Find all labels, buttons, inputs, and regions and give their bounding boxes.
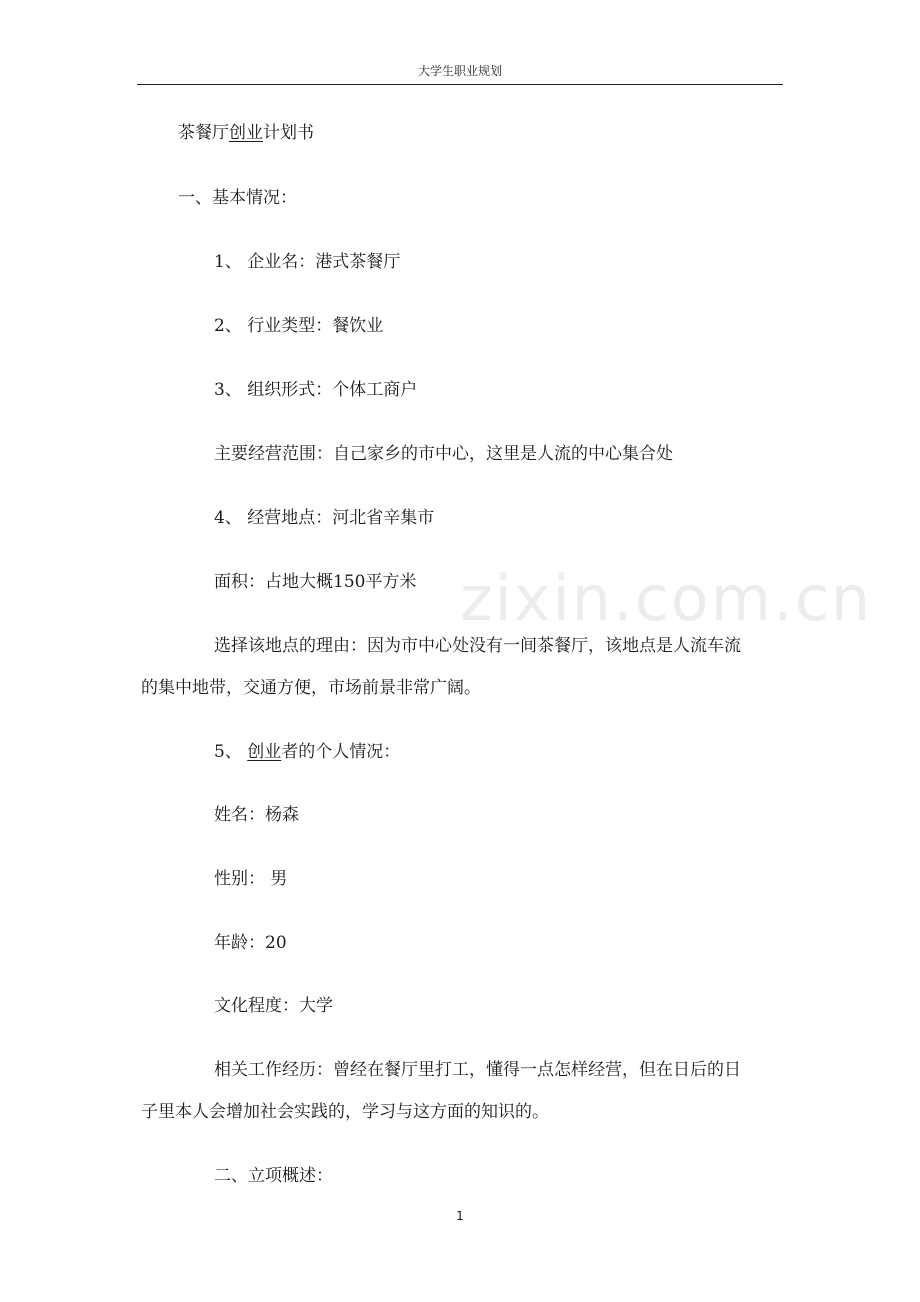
- watermark: zixin.com.cn: [460, 562, 873, 635]
- section-heading-overview: 二、立项概述：: [214, 1166, 333, 1186]
- page-number: 1: [456, 1209, 464, 1223]
- page-header: 大学生职业规划: [417, 64, 502, 78]
- work-experience-line-2: 子里本人会增加社会实践的，学习与这方面的知识的。: [141, 1102, 549, 1122]
- title-underlined-word: 创业: [229, 123, 263, 143]
- section-heading-basic: 一、基本情况：: [178, 188, 297, 208]
- founder-age: 年龄：20: [214, 933, 287, 953]
- founder-education: 文化程度：大学: [214, 996, 333, 1016]
- founder-gender: 性别： 男: [214, 869, 288, 889]
- location-reason-line-2: 的集中地带，交通方便，市场前景非常广阔。: [141, 678, 481, 698]
- business-scope: 主要经营范围：自己家乡的市中心，这里是人流的中心集合处: [214, 444, 673, 464]
- title-prefix: 茶餐厅: [178, 123, 229, 143]
- area-text: 面积：占地大概150平方米: [214, 572, 417, 592]
- item-location: 4、 经营地点：河北省辛集市: [214, 508, 435, 528]
- item-organization-form: 3、 组织形式：个体工商户: [214, 380, 418, 400]
- location-reason-line-1: 选择该地点的理由：因为市中心处没有一间茶餐厅，该地点是人流车流: [214, 636, 741, 656]
- item-industry-type: 2、 行业类型：餐饮业: [214, 316, 384, 336]
- item-founder-info: [214, 741, 400, 763]
- founder-name: 姓名：杨森: [214, 805, 299, 825]
- item5-underlined-word: 创业: [247, 742, 282, 762]
- item5-prefix: 5、: [214, 742, 248, 762]
- item5-suffix: 者的个人情况：: [281, 742, 401, 762]
- work-experience-line-1: 相关工作经历：曾经在餐厅里打工，懂得一点怎样经营，但在日后的日: [214, 1060, 741, 1080]
- header-divider: [137, 84, 783, 85]
- item-enterprise-name: 1、 企业名：港式茶餐厅: [214, 252, 401, 272]
- document-title: [178, 122, 314, 144]
- title-suffix: 计划书: [263, 123, 314, 143]
